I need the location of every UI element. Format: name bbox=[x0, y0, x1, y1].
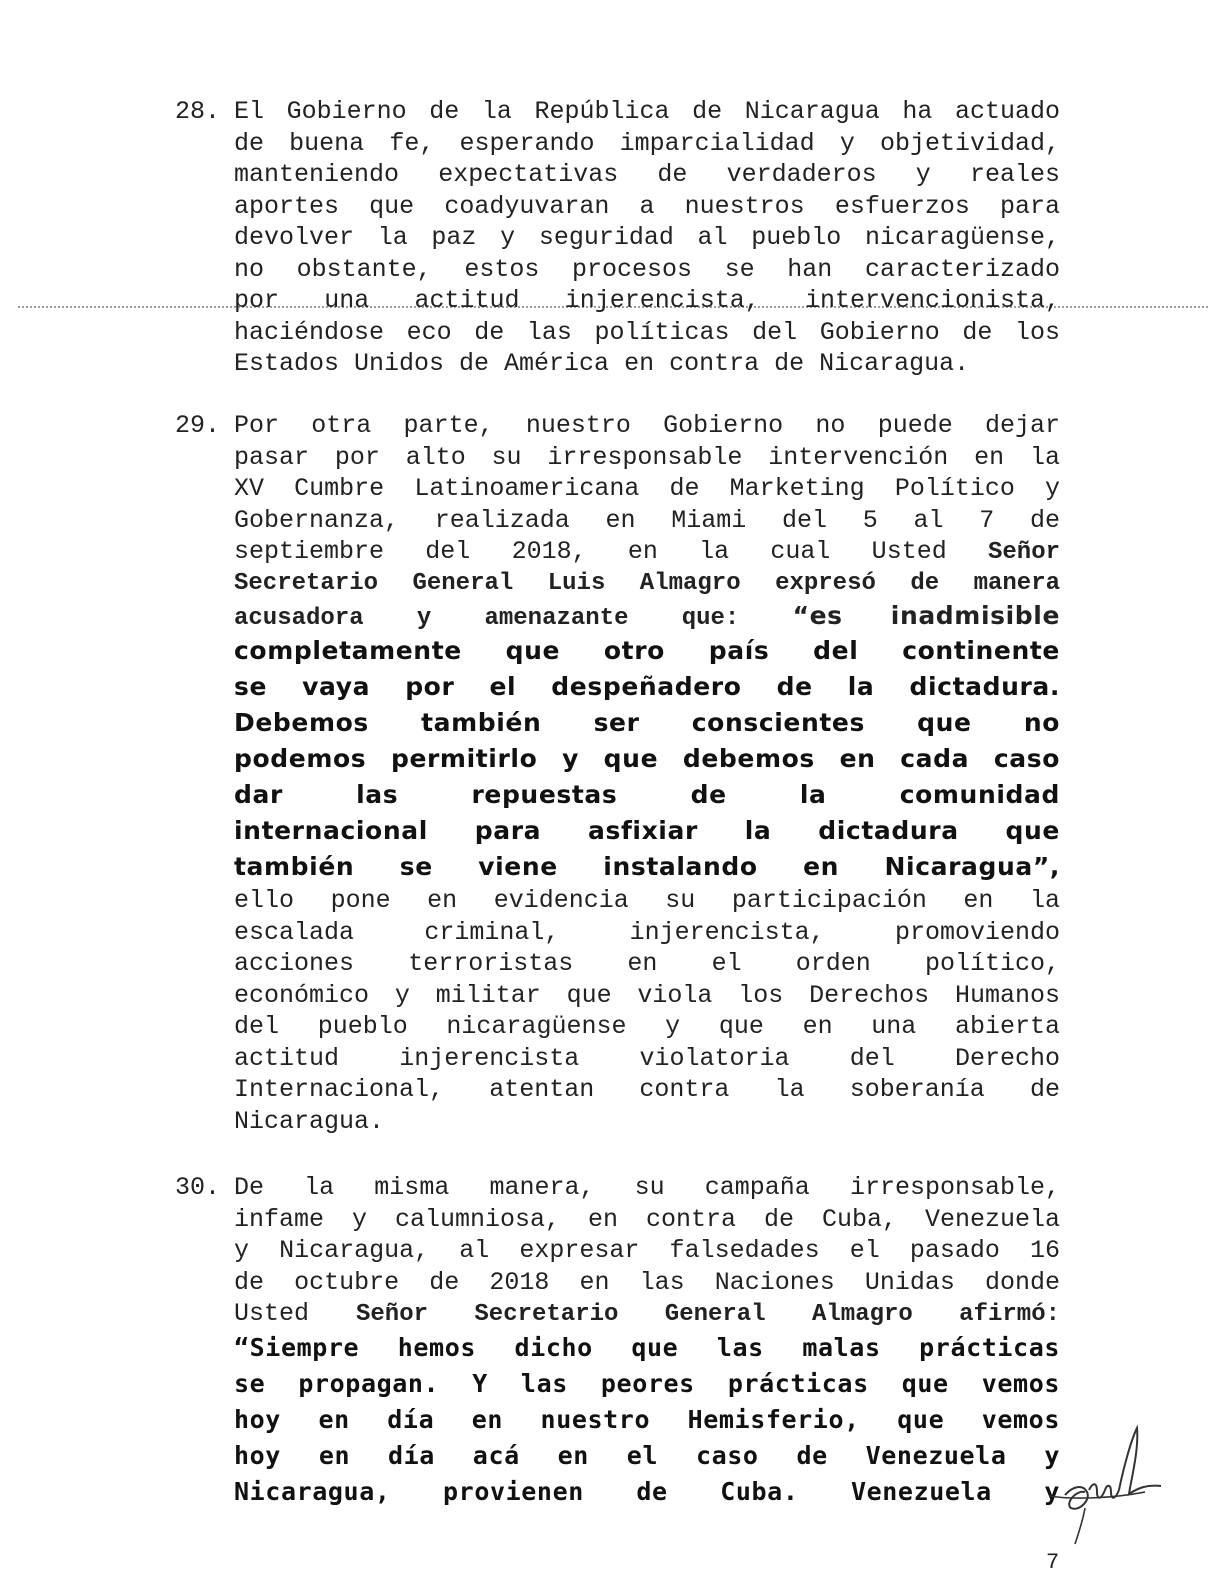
page-number: 7 bbox=[1046, 1550, 1060, 1575]
quote-line: podemos permitirlo y que debemos en cada caso bbox=[234, 744, 1060, 773]
paragraph-line: del pueblo nicaragüense y que en una abierta bbox=[234, 1012, 1060, 1041]
paragraph-line: De la misma manera, su campaña irresponsable, bbox=[234, 1173, 1060, 1202]
paragraph-line: devolver la paz y seguridad al pueblo nicaragüense, bbox=[234, 223, 1060, 252]
paragraph-line: ello pone en evidencia su participación en la bbox=[234, 886, 1060, 915]
paragraph-line: XV Cumbre Latinoamericana de Marketing Político y bbox=[234, 474, 1060, 503]
paragraph-line: aportes que coadyuvaran a nuestros esfuerzos para bbox=[234, 191, 1060, 221]
bold-line bbox=[234, 599, 1060, 633]
paragraph-line: haciéndose eco de las políticas del Gobierno de los bbox=[234, 317, 1060, 347]
paragraph-29 bbox=[234, 410, 1060, 1137]
bold-text: acusadora y amenazante que: bbox=[234, 605, 740, 632]
paragraph-line: por una actitud injerencista, intervencionista, bbox=[234, 286, 1060, 315]
normal-text: septiembre del 2018, en la cual Usted bbox=[234, 537, 947, 566]
paragraph-line: no obstante, estos procesos se han caracterizado bbox=[234, 254, 1060, 284]
paragraph-line: actitud injerencista violatoria del Derecho bbox=[234, 1043, 1060, 1073]
paragraph-line: Nicaragua. bbox=[234, 1106, 385, 1136]
paragraph-line: escalada criminal, injerencista, promoviendo bbox=[234, 917, 1060, 947]
quote-line: se propagan. Y las peores prácticas que vemos bbox=[234, 1368, 1060, 1398]
paragraph-line: El Gobierno de la República de Nicaragua ha actuado bbox=[234, 97, 1060, 126]
paragraph-number-30: 30. bbox=[175, 1173, 221, 1202]
quote-line: también se viene instalando en Nicaragua”, bbox=[234, 852, 1060, 881]
bold-text: Señor bbox=[987, 539, 1060, 566]
bold-text: Señor Secretario General Almagro afirmó: bbox=[356, 1301, 1060, 1328]
quote-line: “Siempre hemos dicho que las malas prácticas bbox=[234, 1332, 1060, 1362]
quote-line: hoy en día en nuestro Hemisferio, que vemos bbox=[234, 1404, 1060, 1434]
paragraph-line: manteniendo expectativas de verdaderos y reales bbox=[234, 160, 1060, 189]
paragraph-line: y Nicaragua, al expresar falsedades el pasado 16 bbox=[234, 1236, 1060, 1265]
paragraph-30 bbox=[234, 1172, 1060, 1510]
quote-line: completamente que otro país del continente bbox=[234, 636, 1060, 665]
paragraph-line: económico y militar que viola los Derechos Humanos bbox=[234, 980, 1060, 1010]
quote-line: Debemos también ser conscientes que no bbox=[234, 708, 1060, 737]
paragraph-line: pasar por alto su irresponsable intervención en la bbox=[234, 442, 1060, 472]
paragraph-number-28: 28. bbox=[175, 97, 221, 126]
paragraph-line: Gobernanza, realizada en Miami del 5 al 7 de bbox=[234, 505, 1060, 535]
paragraph-line: Internacional, atentan contra la soberanía de bbox=[234, 1075, 1060, 1104]
paragraph-line: infame y calumniosa, en contra de Cuba, Venezuela bbox=[234, 1204, 1060, 1234]
paragraph-line: acciones terroristas en el orden político, bbox=[234, 949, 1060, 978]
paragraph-line bbox=[234, 536, 1060, 568]
quote-line: dar las repuestas de la comunidad bbox=[234, 780, 1060, 809]
paragraph-number-29: 29. bbox=[175, 411, 221, 440]
bold-line: Secretario General Luis Almagro expresó de manera bbox=[234, 569, 1060, 597]
paragraph-line: Estados Unidos de América en contra de Nicaragua. bbox=[234, 349, 970, 378]
quote-line: internacional para asfixiar la dictadura que bbox=[234, 816, 1060, 845]
paragraph-line: de buena fe, esperando imparcialidad y objetividad, bbox=[234, 128, 1060, 158]
quote-line: Nicaragua, provienen de Cuba. Venezuela y bbox=[234, 1476, 1060, 1506]
quote-start: “es inadmisible bbox=[792, 601, 1060, 630]
paragraph-line bbox=[234, 1298, 1060, 1330]
quote-line: se vaya por el despeñadero de la dictadura. bbox=[234, 672, 1060, 701]
paragraph-line: de octubre de 2018 en las Naciones Unidas donde bbox=[234, 1267, 1060, 1297]
signature-icon bbox=[1035, 1420, 1170, 1550]
quote-line: hoy en día acá en el caso de Venezuela y bbox=[234, 1440, 1060, 1470]
normal-text: Usted bbox=[234, 1299, 310, 1328]
paragraph-28 bbox=[234, 96, 1060, 380]
paragraph-line: Por otra parte, nuestro Gobierno no puede dejar bbox=[234, 411, 1060, 440]
